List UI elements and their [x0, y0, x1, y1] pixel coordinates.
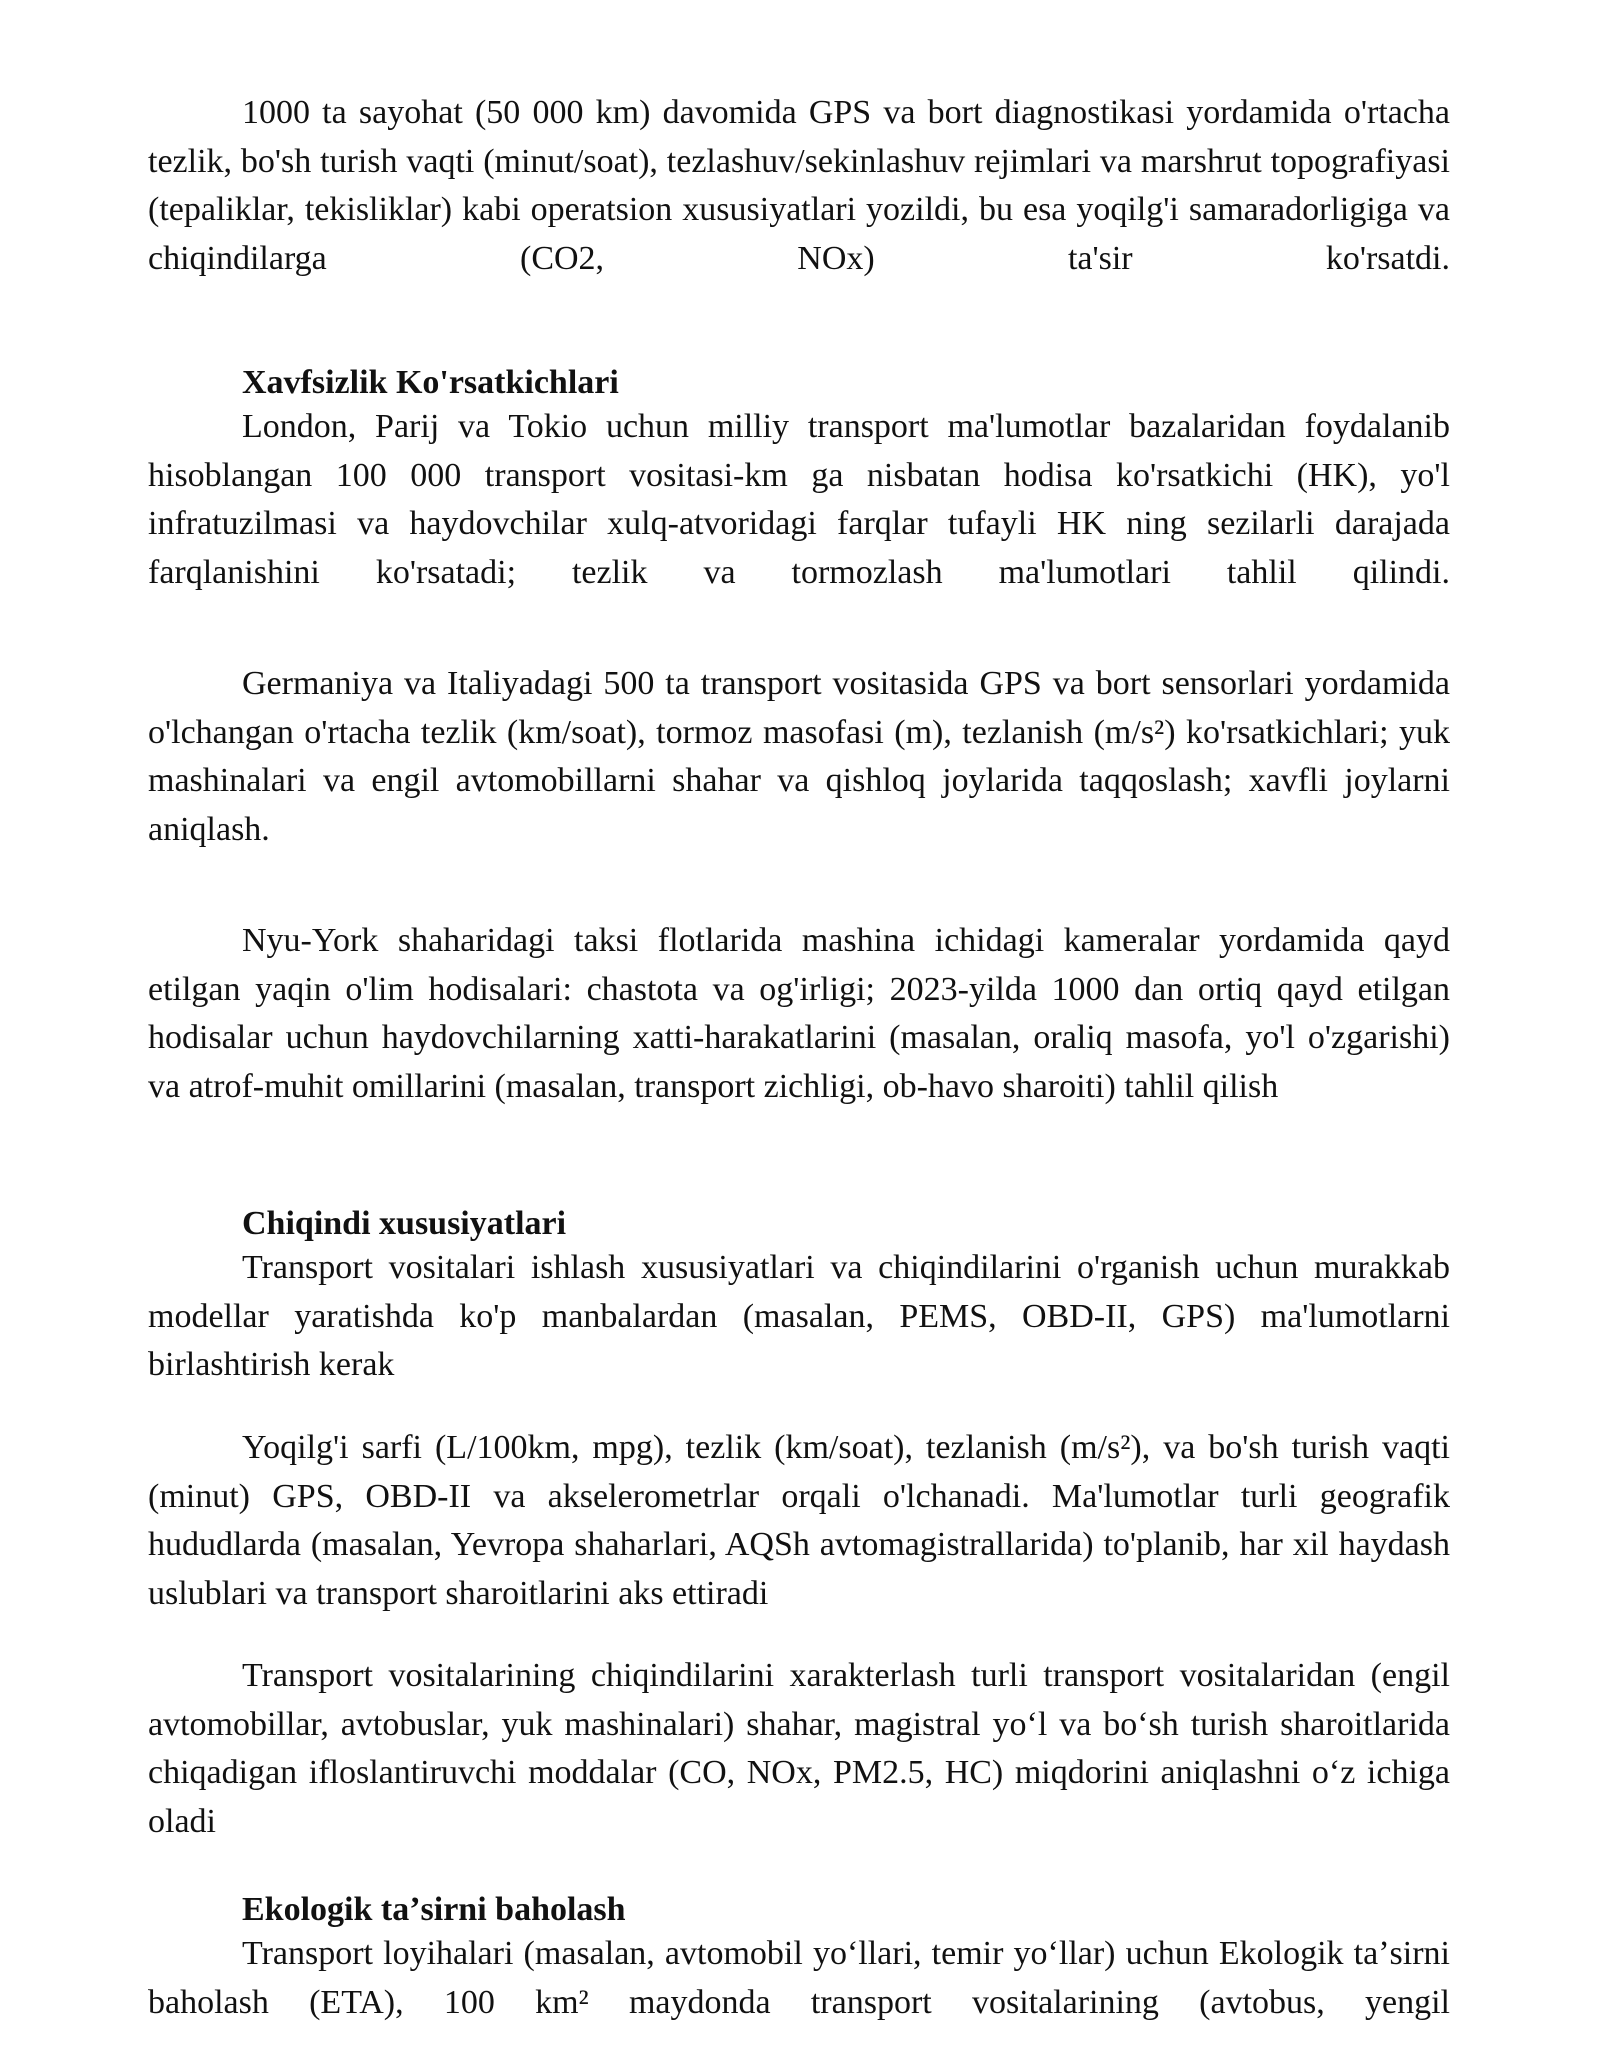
section-heading-safety: Xavfsizlik Ko'rsatkichlari	[242, 364, 619, 401]
safety-paragraph-2: Germaniya va Italiyadagi 500 ta transport vositasida GPS va bort sensorlari yordamida o'lchangan o'rtacha tezlik (km/soat), tormoz masofasi (m), tezlanish (m/s²) ko'rsatkichlari; yuk mashinalari va engil avtomobillarni shahar va qishloq joylarida taqqoslash; xavfli joylarni aniqlash.	[148, 665, 1450, 848]
ecology-paragraph-1: Transport loyihalari (masalan, avtomobil yoʻllari, temir yoʻllar) uchun Ekologik taʼsirni baholash (ETA), 100 km² maydonda transport vositalarining (avtobus, yengil	[148, 1935, 1450, 2021]
section-heading-ecology: Ekologik taʼsirni baholash	[242, 1891, 626, 1928]
section-heading-emissions: Chiqindi xususiyatlari	[242, 1205, 567, 1242]
intro-paragraph: 1000 ta sayohat (50 000 km) davomida GPS va bort diagnostikasi yordamida o'rtacha tezlik, bo'sh turish vaqti (minut/soat), tezlashuv/sekinlashuv rejimlari va marshrut topografiyasi (tepaliklar, tekisliklar) kabi operatsion xususiyatlari yozildi, bu esa yoqilg'i samaradorligiga va chiqindilarga (CO2, NOx) ta'sir ko'rsatdi.	[148, 94, 1450, 277]
emissions-paragraph-2: Yoqilg'i sarfi (L/100km, mpg), tezlik (km/soat), tezlanish (m/s²), va bo'sh turish vaqti (minut) GPS, OBD-II va akselerometrlar orqali o'lchanadi. Ma'lumotlar turli geografik hududlarda (masalan, Yevropa shaharlari, AQSh avtomagistrallarida) to'planib, har xil haydash uslublari va transport sharoitlarini aks ettiradi	[148, 1429, 1450, 1612]
safety-paragraph-1: London, Parij va Tokio uchun milliy transport ma'lumotlar bazalaridan foydalanib hisoblangan 100 000 transport vositasi-km ga nisbatan hodisa ko'rsatkichi (HK), yo'l infratuzilmasi va haydovchilar xulq-atvoridagi farqlar tufayli HK ning sezilarli darajada farqlanishini ko'rsatadi; tezlik va tormozlash ma'lumotlari tahlil qilindi.	[148, 408, 1450, 591]
safety-paragraph-3: Nyu-York shaharidagi taksi flotlarida mashina ichidagi kameralar yordamida qayd etilgan yaqin o'lim hodisalari: chastota va og'irligi; 2023-yilda 1000 dan ortiq qayd etilgan hodisalar uchun haydovchilarning xatti-harakatlarini (masalan, oraliq masofa, yo'l o'zgarishi) va atrof-muhit omillarini (masalan, transport zichligi, ob-havo sharoiti) tahlil qilish	[148, 922, 1450, 1105]
emissions-paragraph-1: Transport vositalari ishlash xususiyatlari va chiqindilarini o'rganish uchun murakkab modellar yaratishda ko'p manbalardan (masalan, PEMS, OBD-II, GPS) ma'lumotlarni birlashtirish kerak	[148, 1249, 1450, 1383]
emissions-paragraph-3: Transport vositalarining chiqindilarini xarakterlash turli transport vositalaridan (engil avtomobillar, avtobuslar, yuk mashinalari) shahar, magistral yoʻl va boʻsh turish sharoitlarida chiqadigan ifloslantiruvchi moddalar (CO, NOx, PM2.5, HC) miqdorini aniqlashni oʻz ichiga oladi	[148, 1657, 1450, 1840]
